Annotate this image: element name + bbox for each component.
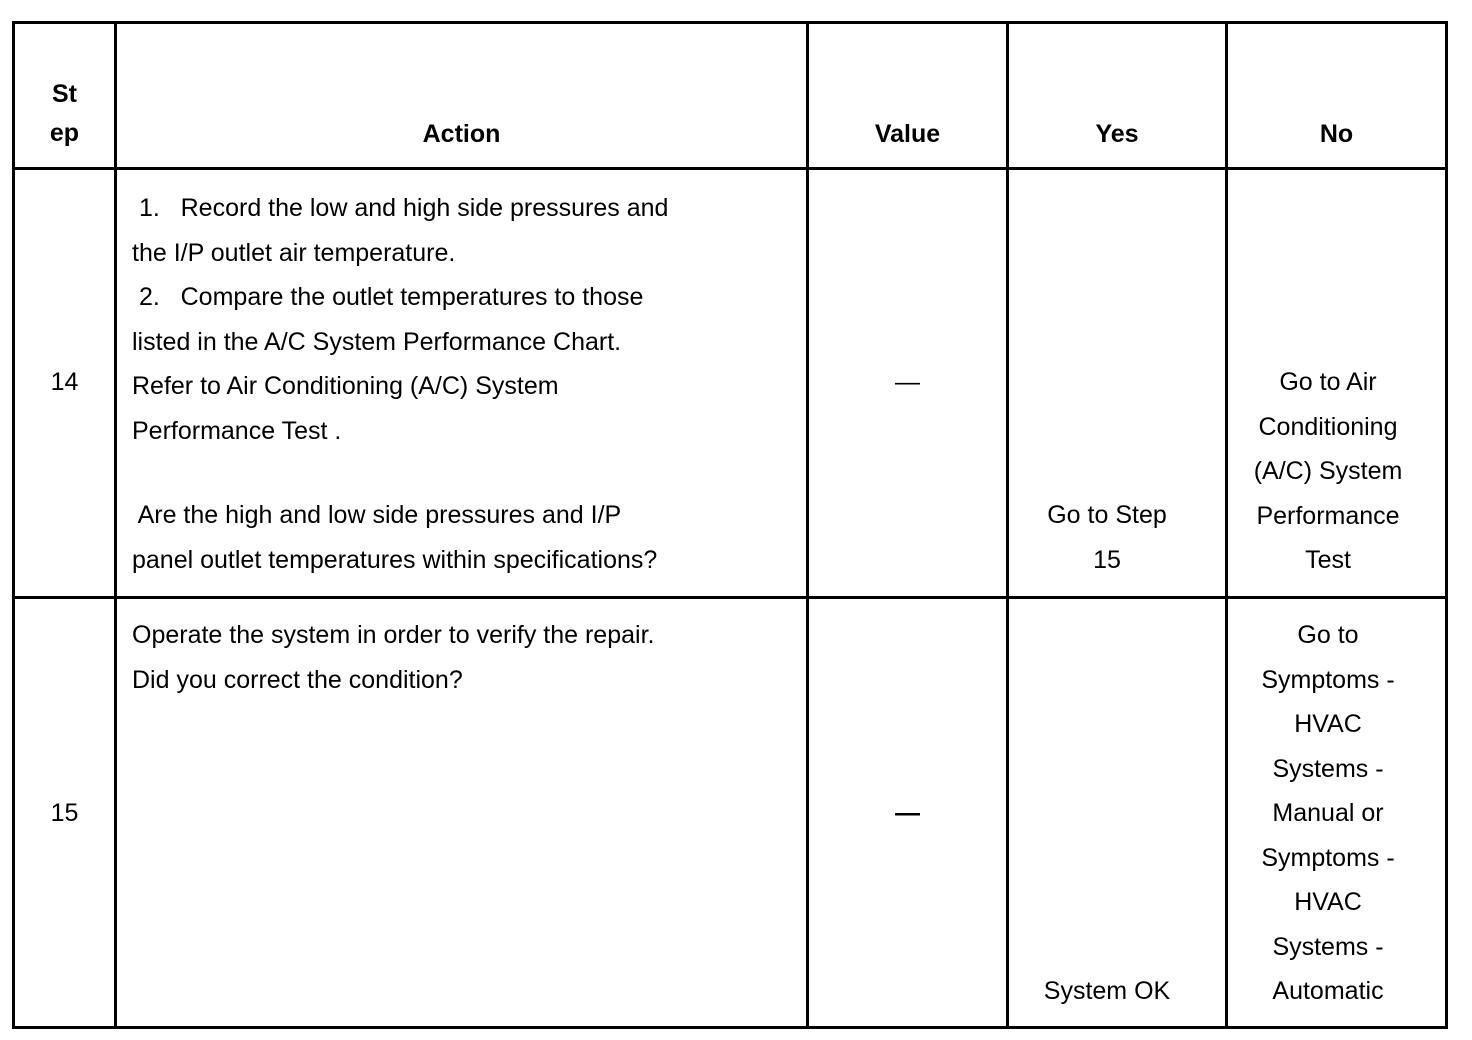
row-divider: [12, 596, 1448, 599]
action-line: 1. Record the low and high side pressures and: [132, 194, 669, 222]
no-line: Systems -: [1272, 754, 1384, 783]
header-no: No: [1319, 120, 1354, 148]
row-15-step: 15: [50, 799, 79, 827]
diagnostic-table: [12, 21, 1448, 1029]
question-line: Are the high and low side pressures and I/P: [132, 501, 622, 529]
column-divider-step: [114, 21, 117, 1029]
header-step-line2: ep: [49, 119, 80, 147]
row-15-value: —: [895, 799, 920, 827]
row-14-yes: [1009, 493, 1205, 582]
no-line: Go to Air: [1279, 368, 1377, 396]
action-line: Operate the system in order to verify the repair.: [132, 621, 655, 649]
column-divider-action: [806, 21, 809, 1029]
action-line: 2. Compare the outlet temperatures to those: [132, 283, 644, 311]
no-line: Performance: [1256, 501, 1400, 530]
no-line: (A/C) System: [1253, 457, 1403, 485]
yes-line: System OK: [1043, 977, 1171, 1005]
action-line: Performance Test .: [132, 416, 342, 445]
table-right-border: [1445, 21, 1448, 1029]
action-line: listed in the A/C System Performance Chart.: [132, 327, 622, 356]
row-15-action: [132, 613, 802, 702]
table-top-border: [12, 21, 1448, 24]
no-line: Systems -: [1272, 932, 1384, 961]
question-line: panel outlet temperatures within specifications?: [132, 545, 658, 574]
header-step: [15, 75, 114, 153]
table-left-border: [12, 21, 15, 1029]
row-14-value: —: [895, 368, 920, 396]
no-line: Manual or: [1272, 799, 1384, 827]
no-line: Symptoms -: [1261, 843, 1395, 872]
yes-line: Go to Step: [1047, 501, 1167, 529]
header-bottom-border: [12, 167, 1448, 170]
row-14-action: [132, 186, 802, 453]
no-line: Go to: [1297, 621, 1359, 649]
header-yes: Yes: [1095, 120, 1139, 148]
action-line: Refer to Air Conditioning (A/C) System: [132, 372, 559, 400]
row-14-question: [132, 493, 802, 582]
header-action: Action: [422, 120, 501, 148]
no-line: Automatic: [1272, 977, 1384, 1005]
row-15-no: [1228, 613, 1428, 1014]
row-14-step: 14: [50, 368, 79, 396]
yes-line: 15: [1093, 545, 1121, 574]
row-15-yes: [1009, 969, 1205, 1014]
action-line: Did you correct the condition?: [132, 665, 463, 694]
row-14-no: [1228, 360, 1428, 583]
header-value: Value: [874, 120, 941, 148]
no-line: Symptoms -: [1261, 665, 1395, 694]
no-line: HVAC: [1294, 888, 1362, 916]
no-line: HVAC: [1294, 710, 1362, 738]
no-line: Test: [1305, 546, 1351, 574]
no-line: Conditioning: [1258, 412, 1398, 441]
action-line: the I/P outlet air temperature.: [132, 238, 456, 267]
table-bottom-border: [12, 1026, 1448, 1029]
header-step-line1: St: [52, 80, 77, 108]
